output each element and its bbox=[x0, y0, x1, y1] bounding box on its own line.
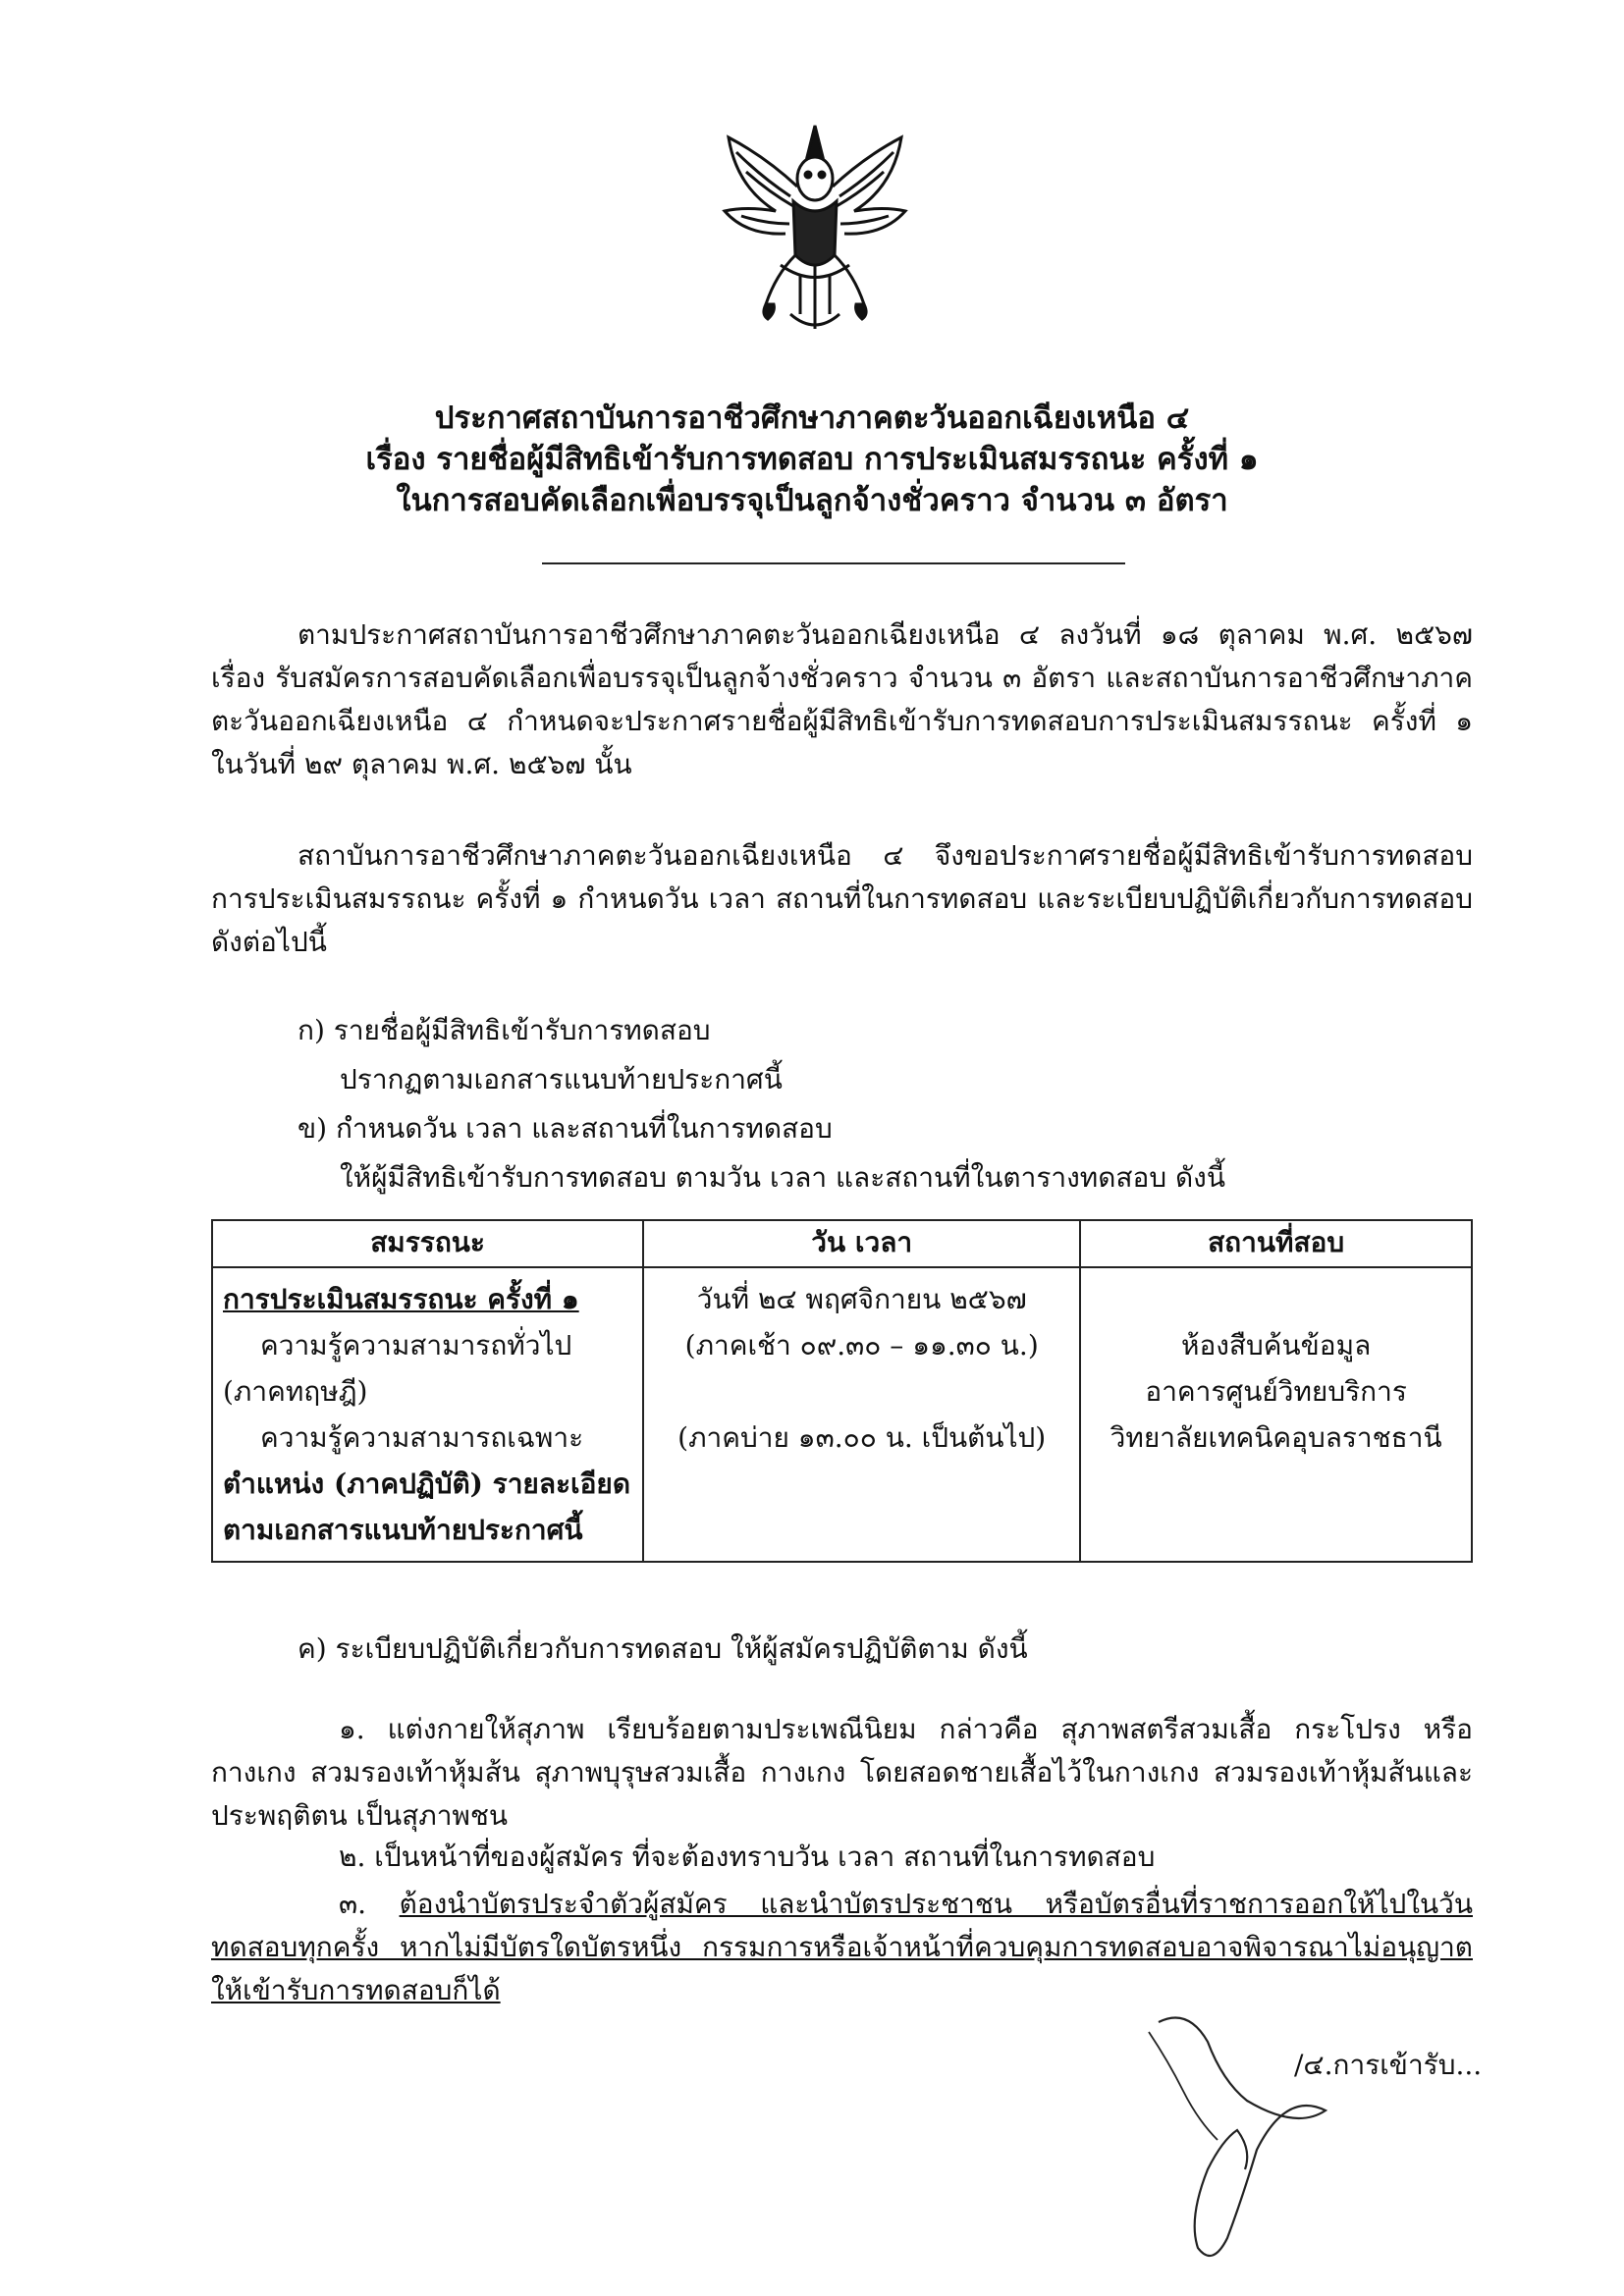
competency-line-2: (ภาคทฤษฎี) bbox=[223, 1375, 368, 1408]
heading-line-1: ประกาศสถาบันการอาชีวศึกษาภาคตะวันออกเฉียงเหนือ ๔ bbox=[434, 400, 1190, 436]
item-a-heading: ก) รายชื่อผู้มีสิทธิเข้ารับการทดสอบ bbox=[298, 1014, 711, 1046]
venue-cell bbox=[1080, 1267, 1472, 1562]
venue-line-2: อาคารศูนย์วิทยบริการ bbox=[1145, 1375, 1407, 1408]
heading-divider bbox=[542, 562, 1125, 564]
rule-1 bbox=[211, 1708, 1473, 1838]
rule-2: ๒. เป็นหน้าที่ของผู้สมัคร ที่จะต้องทราบวัน เวลา สถานที่ในการทดสอบ bbox=[339, 1841, 1156, 1873]
morning-session: (ภาคเช้า ๐๙.๓๐ – ๑๑.๓๐ น.) bbox=[684, 1329, 1039, 1362]
garuda-emblem-icon bbox=[707, 118, 923, 344]
paragraph-1 bbox=[211, 614, 1473, 786]
exam-date: วันที่ ๒๔ พฤศจิกายน ๒๕๖๗ bbox=[696, 1283, 1027, 1315]
continuation-note: /๔.การเข้ารับ... bbox=[1294, 2049, 1483, 2081]
item-b-detail: ให้ผู้มีสิทธิเข้ารับการทดสอบ ตามวัน เวลา และสถานที่ในตารางทดสอบ ดังนี้ bbox=[340, 1161, 1225, 1194]
rules-intro: ค) ระเบียบปฏิบัติเกี่ยวกับการทดสอบ ให้ผู้สมัครปฏิบัติตาม ดังนี้ bbox=[298, 1632, 1028, 1665]
competency-line-1: ความรู้ความสามารถทั่วไป bbox=[260, 1329, 572, 1362]
table-row bbox=[212, 1267, 1472, 1562]
paragraph-2-text: สถาบันการอาชีวศึกษาภาคตะวันออกเฉียงเหนือ ๔ จึงขอประกาศรายชื่อผู้มีสิทธิเข้ารับการทดสอบการประเมินสมรรถนะ ครั้งที่ ๑ กำหนดวัน เวลา สถานที่ในการทดสอบ และระเบียบปฏิบัติเกี่ยวกับการทดสอบ ดังต่อไปนี้ bbox=[211, 839, 1473, 958]
venue-line-1: ห้องสืบค้นข้อมูล bbox=[1180, 1329, 1372, 1362]
rule-3-text: ต้องนำบัตรประจำตัวผู้สมัคร และนำบัตรประชาชน หรือบัตรอื่นที่ราชการออกให้ไปในวันทดสอบทุกครั้ง หากไม่มีบัตรใดบัตรหนึ่ง กรรมการหรือเจ้าหน้าที่ควบคุมการทดสอบอาจพิจารณาไม่อนุญาตให้เข้ารับการทดสอบก็ได้ bbox=[211, 1888, 1473, 2006]
header-venue: สถานที่สอบ bbox=[1080, 1220, 1472, 1267]
rule-1-text: ๑. แต่งกายให้สุภาพ เรียบร้อยตามประเพณีนิยม กล่าวคือ สุภาพสตรีสวมเสื้อ กระโปรง หรือกางเกง สวมรองเท้าหุ้มส้น สุภาพบุรุษสวมเสื้อ กางเกง โดยสอดชายเสื้อไว้ในกางเกง สวมรองเท้าหุ้มส้นและประพฤติตน เป็นสุภาพชน bbox=[211, 1713, 1473, 1832]
table-header-row bbox=[212, 1220, 1472, 1267]
competency-line-4: ตำแหน่ง (ภาคปฏิบัติ) รายละเอียด bbox=[223, 1468, 630, 1500]
venue-line-3: วิทยาลัยเทคนิคอุบลราชธานี bbox=[1110, 1421, 1442, 1454]
paragraph-2 bbox=[211, 834, 1473, 964]
paragraph-1-text: ตามประกาศสถาบันการอาชีวศึกษาภาคตะวันออกเฉียงเหนือ ๔ ลงวันที่ ๑๘ ตุลาคม พ.ศ. ๒๕๖๗ เรื่อง รับสมัครการสอบคัดเลือกเพื่อบรรจุเป็นลูกจ้างชั่วคราว จำนวน ๓ อัตรา และสถาบันการอาชีวศึกษาภาคตะวันออกเฉียงเหนือ ๔ กำหนดจะประกาศรายชื่อผู้มีสิทธิเข้ารับการทดสอบการประเมินสมรรถนะ ครั้งที่ ๑ ในวันที่ ๒๙ ตุลาคม พ.ศ. ๒๕๖๗ นั้น bbox=[211, 618, 1473, 780]
heading-line-2: เรื่อง รายชื่อผู้มีสิทธิเข้ารับการทดสอบ การประเมินสมรรถนะ ครั้งที่ ๑ bbox=[365, 442, 1259, 477]
competency-line-3: ความรู้ความสามารถเฉพาะ bbox=[260, 1421, 584, 1454]
rule-3 bbox=[211, 1883, 1473, 2012]
competency-cell bbox=[212, 1267, 643, 1562]
header-competency: สมรรถนะ bbox=[212, 1220, 643, 1267]
exam-schedule-table bbox=[211, 1219, 1473, 1563]
rule-3-number: ๓. bbox=[339, 1888, 400, 1920]
competency-title: การประเมินสมรรถนะ ครั้งที่ ๑ bbox=[223, 1283, 579, 1315]
header-datetime: วัน เวลา bbox=[643, 1220, 1080, 1267]
announcement-heading bbox=[196, 398, 1428, 521]
item-a-detail: ปรากฏตามเอกสารแนบท้ายประกาศนี้ bbox=[340, 1063, 783, 1095]
afternoon-session: (ภาคบ่าย ๑๓.๐๐ น. เป็นต้นไป) bbox=[677, 1421, 1047, 1454]
item-b-heading: ข) กำหนดวัน เวลา และสถานที่ในการทดสอบ bbox=[298, 1112, 833, 1145]
heading-line-3: ในการสอบคัดเลือกเพื่อบรรจุเป็นลูกจ้างชั่วคราว จำนวน ๓ อัตรา bbox=[396, 483, 1228, 518]
competency-line-5: ตามเอกสารแนบท้ายประกาศนี้ bbox=[223, 1514, 583, 1546]
datetime-cell bbox=[643, 1267, 1080, 1562]
